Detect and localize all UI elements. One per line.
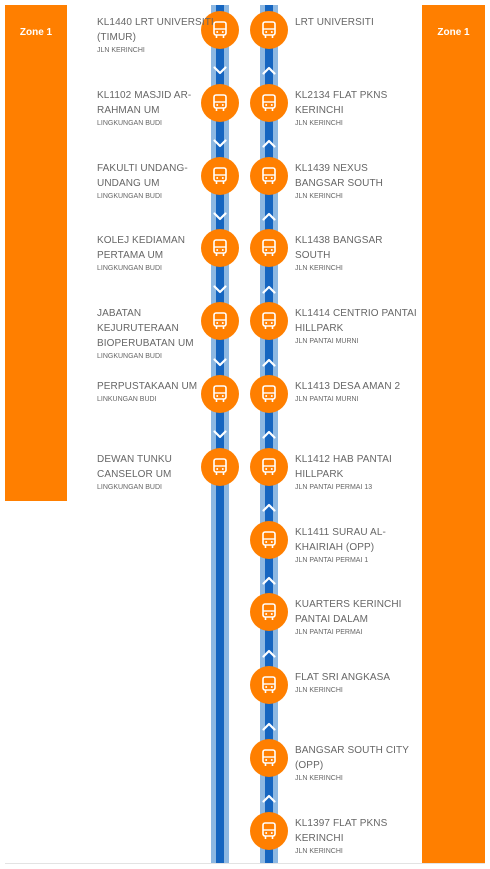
right_route-stop-1-bus-icon[interactable] bbox=[250, 11, 288, 49]
chevron-down-icon bbox=[213, 208, 227, 217]
right_route-stop-12[interactable] bbox=[295, 816, 419, 857]
bus-icon bbox=[261, 239, 277, 257]
chevron-up-icon bbox=[262, 62, 276, 71]
stop-road: JLN KERINCHI bbox=[295, 265, 343, 273]
right_route-stop-2-bus-icon[interactable] bbox=[250, 84, 288, 122]
stop-road: JLN PANTAI PERMAI 1 bbox=[295, 556, 369, 564]
left_route-stop-1[interactable] bbox=[97, 15, 221, 56]
stop-name: KL1414 CENTRIO PANTAI HILLPARK bbox=[295, 308, 417, 335]
stop-name: DEWAN TUNKU CANSELOR UM bbox=[97, 453, 172, 480]
left_route-stop-7[interactable] bbox=[97, 452, 221, 493]
stop-road: JLN PANTAI PERMAI bbox=[295, 629, 363, 637]
stop-name: KUARTERS KERINCHI PANTAI DALAM bbox=[295, 599, 402, 626]
stop-name: KOLEJ KEDIAMAN PERTAMA UM bbox=[97, 235, 186, 262]
chevron-up-icon bbox=[262, 281, 276, 290]
stop-name: KL1440 LRT UNIVERSITI (TIMUR) bbox=[97, 17, 214, 43]
stop-name: JABATAN KEJURUTERAAN BIOPERUBATAN UM bbox=[97, 308, 194, 350]
stop-road: JLN KERINCHI bbox=[295, 119, 343, 127]
right_route-stop-10-bus-icon[interactable] bbox=[250, 666, 288, 704]
bus-icon bbox=[261, 749, 277, 767]
bus-icon bbox=[261, 531, 277, 549]
chevron-down-icon bbox=[213, 281, 227, 290]
stop-road: JLN PANTAI MURNI bbox=[295, 338, 359, 346]
right_route-stop-7-bus-icon[interactable] bbox=[250, 448, 288, 486]
right_route-stop-1[interactable] bbox=[295, 15, 419, 30]
chevron-up-icon bbox=[262, 790, 276, 799]
right_route-stop-6-bus-icon[interactable] bbox=[250, 375, 288, 413]
right_route-stop-5-bus-icon[interactable] bbox=[250, 302, 288, 340]
stop-road: LINKUNGAN BUDI bbox=[97, 396, 157, 403]
stop-road: JLN PANTAI MURNI bbox=[295, 396, 359, 403]
left_route-stop-2[interactable] bbox=[97, 88, 221, 129]
chevron-up-icon bbox=[262, 718, 276, 727]
chevron-up-icon bbox=[262, 645, 276, 654]
stop-road: JLN KERINCHI bbox=[295, 192, 343, 200]
stop-name: KL1397 FLAT PKNS KERINCHI bbox=[295, 817, 388, 844]
right_route-stop-9[interactable] bbox=[295, 597, 419, 638]
bus-icon bbox=[261, 94, 277, 112]
bus-icon bbox=[261, 458, 277, 476]
stop-road: LINGKUNGAN BUDI bbox=[97, 353, 162, 361]
stop-name: BANGSAR SOUTH CITY (OPP) bbox=[295, 745, 409, 771]
chevron-up-icon bbox=[262, 208, 276, 217]
stop-name: KL1412 HAB PANTAI HILLPARK bbox=[295, 453, 392, 480]
stop-road: LINGKUNGAN BUDI bbox=[97, 483, 162, 491]
chevron-up-icon bbox=[262, 499, 276, 508]
left_route-stop-3[interactable] bbox=[97, 161, 221, 202]
right_route-stop-11[interactable] bbox=[295, 743, 419, 784]
bus-icon bbox=[261, 21, 277, 39]
right_route-stop-6[interactable] bbox=[295, 379, 419, 405]
left_route-stop-6[interactable] bbox=[97, 379, 221, 405]
bus-icon bbox=[261, 676, 277, 694]
right_route-stop-7[interactable] bbox=[295, 452, 419, 493]
stop-road: JLN KERINCHI bbox=[295, 847, 343, 855]
zone-badge-right bbox=[422, 5, 485, 863]
route-panel bbox=[5, 5, 485, 864]
right_route-stop-5[interactable] bbox=[295, 306, 419, 347]
chevron-up-icon bbox=[262, 572, 276, 581]
chevron-down-icon bbox=[213, 135, 227, 144]
bus-icon bbox=[261, 603, 277, 621]
chevron-up-icon bbox=[262, 354, 276, 363]
stop-name: PERPUSTAKAAN UM bbox=[97, 381, 198, 392]
stop-road: JLN KERINCHI bbox=[295, 687, 343, 695]
stop-name: LRT UNIVERSITI bbox=[295, 17, 374, 28]
right_route-stop-8-bus-icon[interactable] bbox=[250, 521, 288, 559]
left_route-stop-5[interactable] bbox=[97, 306, 221, 362]
chevron-down-icon bbox=[213, 354, 227, 363]
stop-road: JLN PANTAI PERMAI 13 bbox=[295, 483, 373, 491]
stop-name: FLAT SRI ANGKASA bbox=[295, 672, 391, 684]
left_route-stop-4[interactable] bbox=[97, 233, 221, 274]
stop-name: KL1413 DESA AMAN 2 bbox=[295, 381, 401, 392]
zone-badge-left bbox=[5, 5, 67, 501]
stop-road: JLN KERINCHI bbox=[295, 775, 343, 782]
stop-name: KL1438 BANGSAR SOUTH bbox=[295, 235, 383, 262]
right_route-stop-2[interactable] bbox=[295, 88, 419, 129]
stop-name: KL1411 SURAU AL-KHAIRIAH (OPP) bbox=[295, 526, 386, 553]
chevron-down-icon bbox=[213, 426, 227, 435]
bus-icon bbox=[261, 385, 277, 403]
chevron-up-icon bbox=[262, 135, 276, 144]
zone-label-right: Zone 1 bbox=[437, 27, 470, 38]
right_route-stop-8[interactable] bbox=[295, 525, 419, 566]
stop-road: LINGKUNGAN BUDI bbox=[97, 192, 162, 200]
stop-name: KL1102 MASJID AR-RAHMAN UM bbox=[97, 89, 192, 116]
right_route-stop-3[interactable] bbox=[295, 161, 419, 202]
right_route-stop-10[interactable] bbox=[295, 670, 419, 696]
stop-road: JLN KERINCHI bbox=[97, 47, 145, 54]
stop-name: FAKULTI UNDANG-UNDANG UM bbox=[97, 162, 188, 189]
right_route-stop-12-bus-icon[interactable] bbox=[250, 812, 288, 850]
chevron-up-icon bbox=[262, 426, 276, 435]
stop-road: LINGKUNGAN BUDI bbox=[97, 119, 162, 127]
right_route-stop-4[interactable] bbox=[295, 233, 419, 274]
bus-icon bbox=[261, 167, 277, 185]
stop-road: LINGKUNGAN BUDI bbox=[97, 265, 162, 273]
bus-icon bbox=[261, 822, 277, 840]
right_route-stop-11-bus-icon[interactable] bbox=[250, 739, 288, 777]
stop-name: KL1439 NEXUS BANGSAR SOUTH bbox=[295, 162, 383, 189]
chevron-down-icon bbox=[213, 62, 227, 71]
bus-icon bbox=[261, 312, 277, 330]
zone-label-left: Zone 1 bbox=[19, 27, 53, 38]
stop-name: KL2134 FLAT PKNS KERINCHI bbox=[295, 89, 388, 116]
right_route-stop-3-bus-icon[interactable] bbox=[250, 157, 288, 195]
